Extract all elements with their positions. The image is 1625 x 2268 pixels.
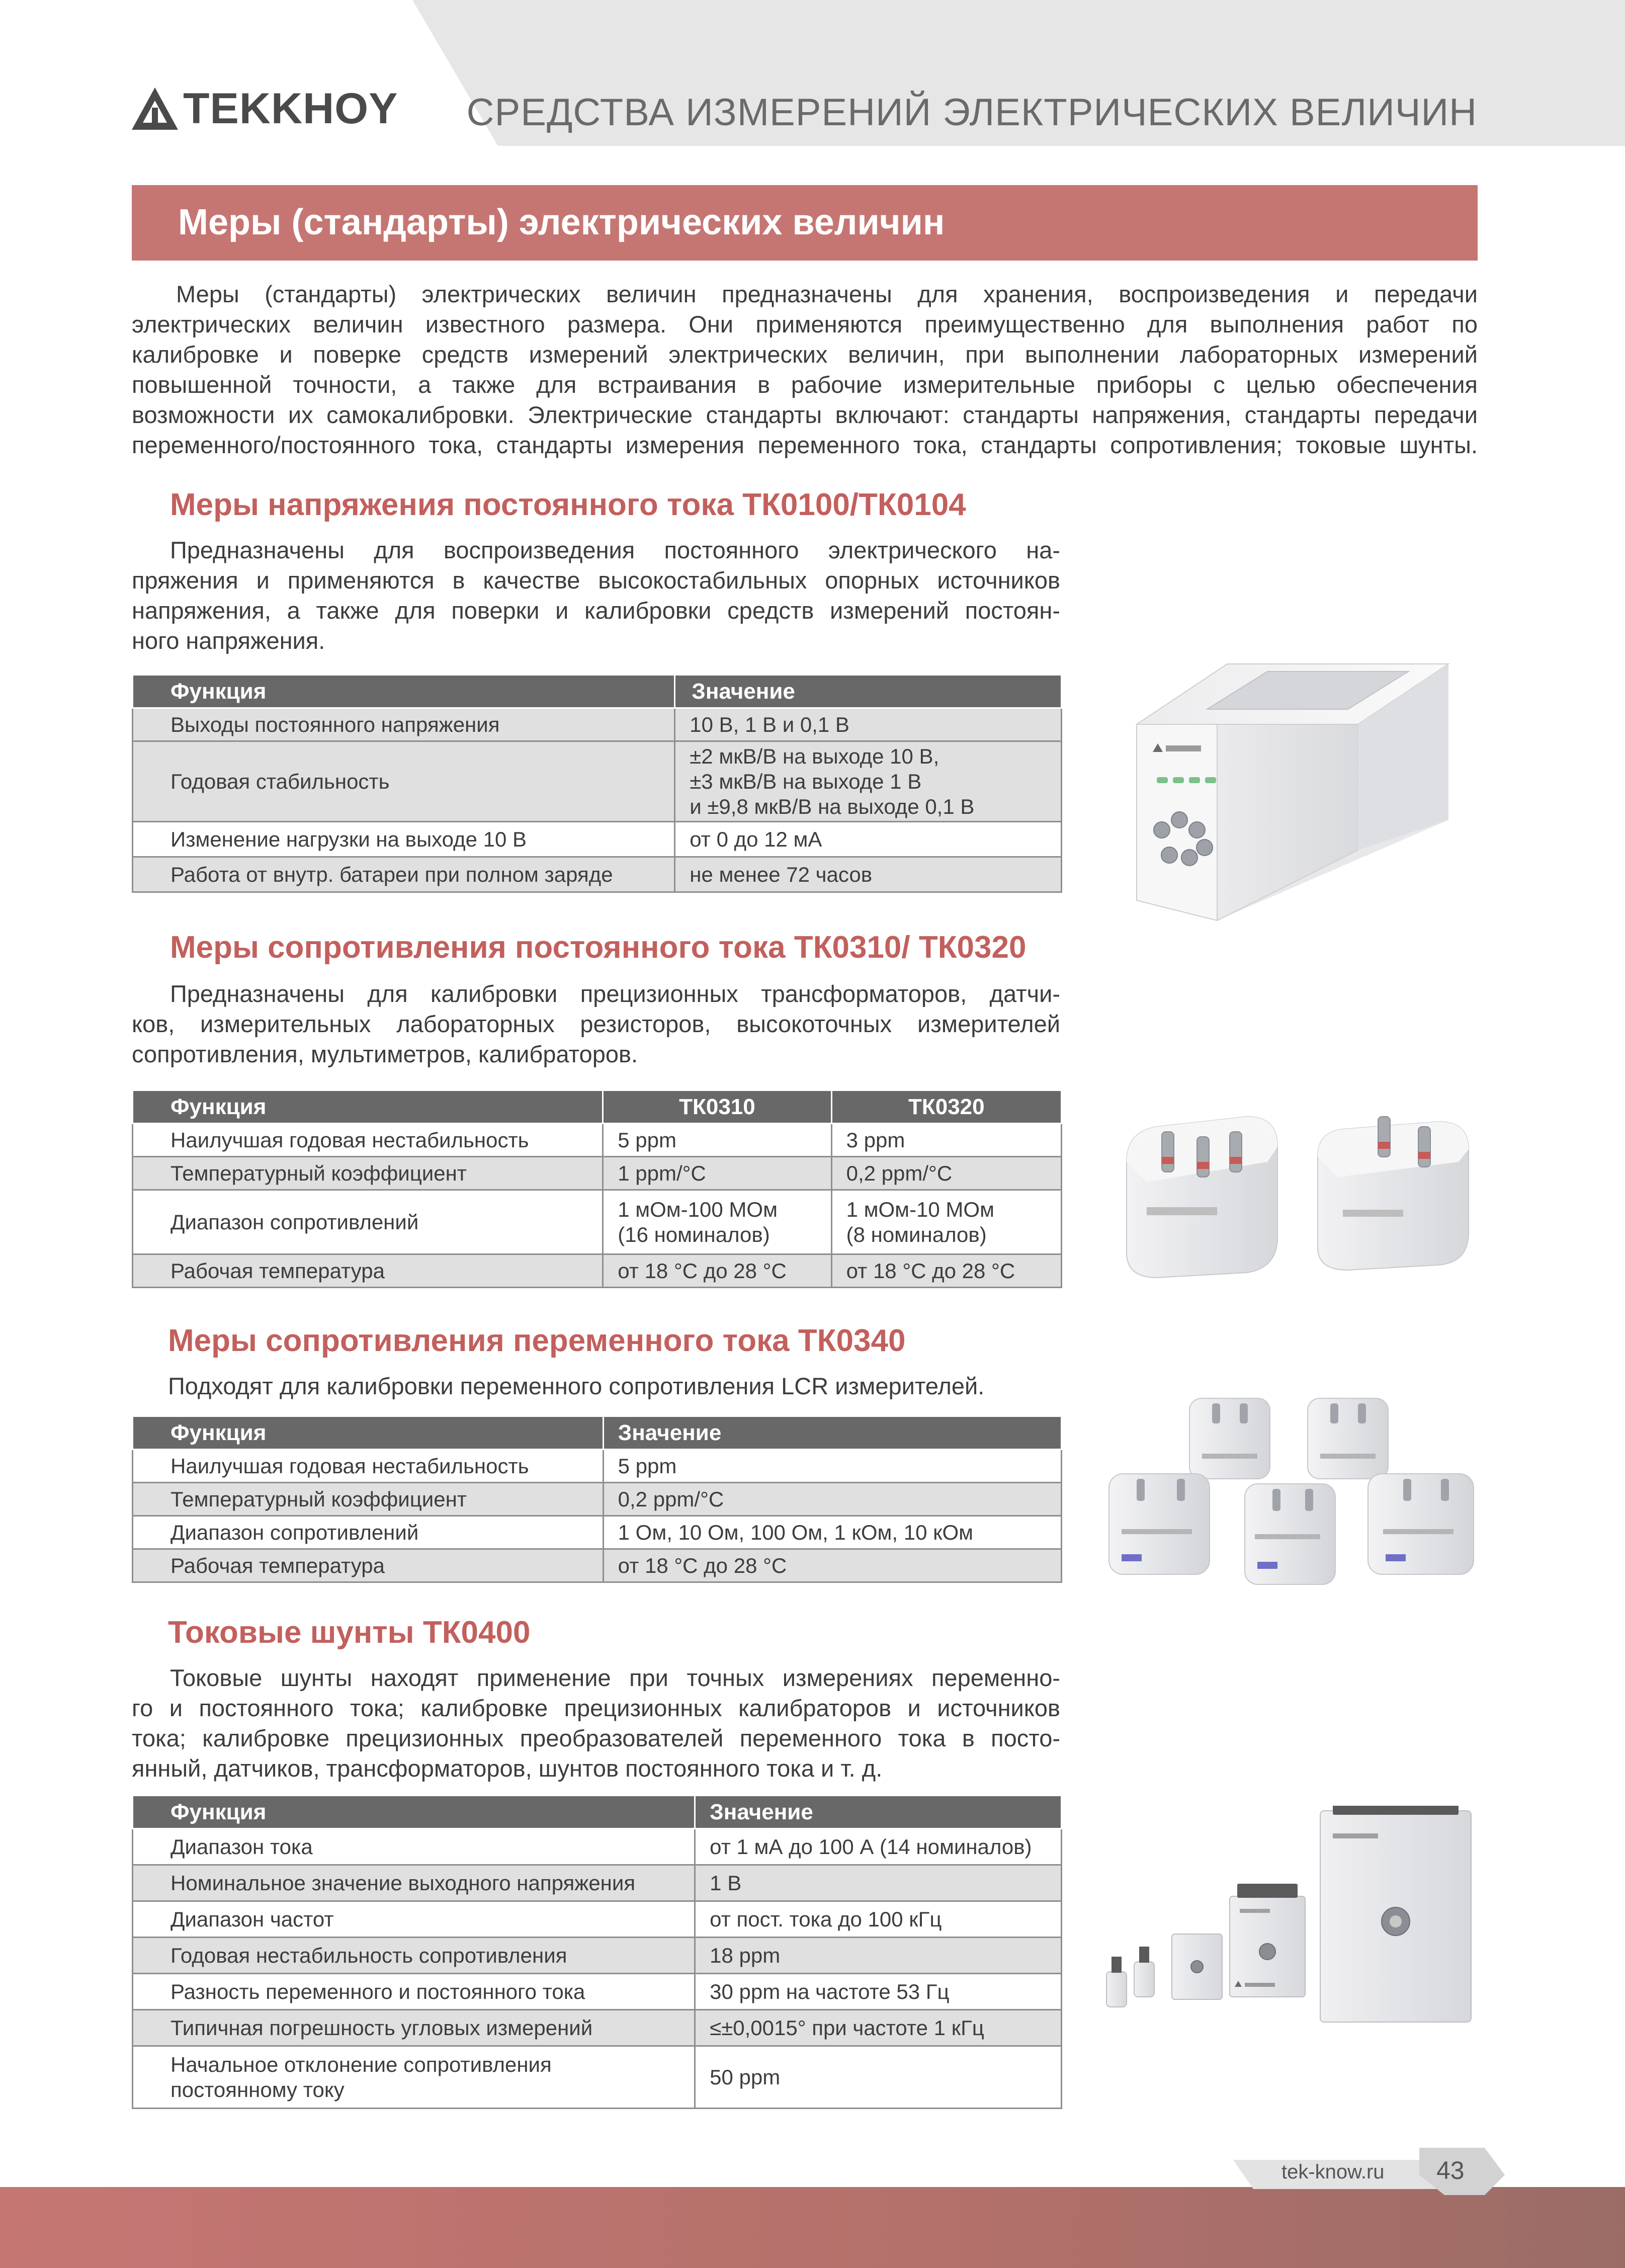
- footer-website[interactable]: tek-know.ru: [1281, 2161, 1385, 2183]
- table-cell: Работа от внутр. батареи при полном заряде: [133, 857, 675, 892]
- table-cell: [675, 741, 1062, 822]
- table-row: [133, 1901, 1062, 1938]
- table-header-cell: Функция: [133, 1416, 604, 1450]
- intro-paragraph: [132, 279, 1478, 460]
- section-heading-tk0310: Меры сопротивления постоянного тока ТК0310/ ТК0320: [170, 930, 1027, 965]
- cell-line: и ±9,8 мкВ/В на выходе 0,1 В: [690, 794, 975, 818]
- product-image-voltage-standard: [1127, 649, 1459, 931]
- table-cell: 0,2 ppm/°C: [603, 1483, 1061, 1516]
- product-image-current-shunts: [1096, 1806, 1479, 2027]
- intro-line: калибровке и поверке средств измерений электрических величин, при выполнении лабораторных измерений: [132, 341, 1478, 368]
- table-cell: Разность переменного и постоянного тока: [133, 1974, 695, 2010]
- table-cell: 30 ppm на частоте 53 Гц: [695, 1974, 1062, 2010]
- table-row: [133, 1974, 1062, 2010]
- table-row: [133, 1190, 1062, 1254]
- table-row: [133, 2046, 1062, 2109]
- table-cell: Диапазон сопротивлений: [133, 1516, 604, 1549]
- section-line: сопротивления, мультиметров, калибраторов.: [132, 1041, 638, 1067]
- spec-table-tk0100: [132, 674, 1062, 893]
- table-cell: Наилучшая годовая нестабильность: [133, 1450, 604, 1483]
- table-header-cell: Значение: [603, 1416, 1061, 1450]
- table-header-cell: Функция: [133, 1090, 603, 1124]
- section-line: пряжения и применяются в качестве высокостабильных опорных источников: [132, 567, 1060, 594]
- table-row: [133, 1483, 1062, 1516]
- section-line: янный, датчиков, трансформаторов, шунтов постоянного тока и т. д.: [132, 1755, 883, 1782]
- table-header-cell: Функция: [133, 675, 675, 708]
- section-title: СРЕДСТВА ИЗМЕРЕНИЙ ЭЛЕКТРИЧЕСКИХ ВЕЛИЧИН: [466, 91, 1477, 134]
- table-cell: Наилучшая годовая нестабильность: [133, 1124, 603, 1157]
- cell-line: (8 номиналов): [846, 1222, 987, 1246]
- table-cell: Рабочая температура: [133, 1254, 603, 1288]
- table-cell: от пост. тока до 100 кГц: [695, 1901, 1062, 1938]
- intro-line: Меры (стандарты) электрических величин предназначены для хранения, воспроизведения и передачи: [176, 281, 1478, 307]
- section-line: напряжения, а также для поверки и калибровки средств измерений постоян-: [132, 597, 1060, 624]
- section-line: го и постоянного тока; калибровке прецизионных калибраторов и источников: [132, 1695, 1060, 1721]
- section-line: Токовые шунты находят применение при точных измерениях переменно-: [170, 1664, 1060, 1691]
- section-line: Предназначены для воспроизведения постоянного электрического на-: [170, 537, 1060, 563]
- logo-text: TEKKHOY: [183, 84, 398, 133]
- section-heading-tk0400: Токовые шунты ТК0400: [168, 1615, 531, 1650]
- table-cell: Температурный коэффициент: [133, 1157, 603, 1190]
- company-logo: [132, 85, 398, 133]
- section-text-tk0100: [132, 535, 1060, 656]
- table-row: [133, 1516, 1062, 1549]
- table-cell: 18 ppm: [695, 1938, 1062, 1974]
- table-cell: 10 В, 1 В и 0,1 В: [675, 708, 1062, 741]
- section-text-tk0400: [132, 1663, 1060, 1784]
- product-image-ac-resistance-standards: [1106, 1388, 1479, 1600]
- table-header-cell: Значение: [675, 675, 1062, 708]
- logo-triangle-icon: [132, 88, 178, 130]
- table-cell: Годовая нестабильность сопротивления: [133, 1938, 695, 1974]
- spec-table-tk0340: [132, 1415, 1062, 1583]
- table-cell: 5 ppm: [603, 1124, 831, 1157]
- table-row: [133, 1254, 1062, 1288]
- table-header-cell: Функция: [133, 1796, 695, 1829]
- page-title: Меры (стандарты) электрических величин: [178, 202, 945, 242]
- intro-line: повышенной точности, а также для встраивания в рабочие измерительные приборы с целью обеспечения: [132, 371, 1478, 398]
- table-cell: Выходы постоянного напряжения: [133, 708, 675, 741]
- cell-line: Начальное отклонение сопротивления: [170, 2052, 552, 2076]
- intro-line: возможности их самокалибровки. Электрические стандарты включают: стандарты напряжения, стандарты передачи: [132, 401, 1478, 428]
- section-text-tk0310: [132, 979, 1060, 1069]
- spec-table-tk0400: [132, 1795, 1062, 2109]
- cell-line: 1 мОм-100 МОм: [618, 1197, 778, 1221]
- spec-table-tk0310: [132, 1089, 1062, 1288]
- cell-line: постоянному току: [170, 2077, 345, 2102]
- section-heading-tk0340: Меры сопротивления переменного тока ТК0340: [168, 1323, 906, 1358]
- table-row: [133, 741, 1062, 822]
- table-cell: Изменение нагрузки на выходе 10 В: [133, 822, 675, 857]
- cell-line: (16 номиналов): [618, 1222, 770, 1246]
- table-header-cell: ТК0310: [603, 1090, 831, 1124]
- cell-line: ±2 мкВ/В на выходе 10 В,: [690, 744, 939, 768]
- table-cell: 5 ppm: [603, 1450, 1061, 1483]
- table-cell: Температурный коэффициент: [133, 1483, 604, 1516]
- table-cell: [603, 1190, 831, 1254]
- table-cell: не менее 72 часов: [675, 857, 1062, 892]
- intro-line: переменного/постоянного тока, стандарты измерения переменного тока, стандарты сопротивления; токовые шунты.: [132, 432, 1478, 458]
- product-image-resistance-standards: [1117, 1102, 1489, 1288]
- table-row: [133, 1157, 1062, 1190]
- table-header-cell: Значение: [695, 1796, 1062, 1829]
- table-cell: от 0 до 12 мА: [675, 822, 1062, 857]
- table-row: [133, 1450, 1062, 1483]
- section-line: Предназначены для калибровки прецизионных трансформаторов, датчи-: [170, 980, 1060, 1007]
- intro-line: электрических величин известного размера. Они применяются преимущественно для выполнения работ по: [132, 311, 1478, 338]
- section-text-tk0340: [168, 1371, 1073, 1401]
- table-row: [133, 857, 1062, 892]
- table-cell: Номинальное значение выходного напряжения: [133, 1865, 695, 1901]
- table-cell: от 18 °C до 28 °C: [603, 1549, 1061, 1582]
- table-cell: 1 В: [695, 1865, 1062, 1901]
- table-cell: 3 ppm: [831, 1124, 1061, 1157]
- cell-line: 1 мОм-10 МОм: [846, 1197, 994, 1221]
- table-row: [133, 1865, 1062, 1901]
- page-number: 43: [1436, 2156, 1465, 2185]
- table-cell: [831, 1190, 1061, 1254]
- table-row: [133, 2010, 1062, 2046]
- title-banner: [132, 185, 1478, 261]
- section-line: ков, измерительных лабораторных резисторов, высокоточных измерителей: [132, 1011, 1060, 1037]
- table-cell: ≤±0,0015° при частоте 1 кГц: [695, 2010, 1062, 2046]
- table-cell: 0,2 ppm/°C: [831, 1157, 1061, 1190]
- footer-band: [0, 2187, 1625, 2268]
- table-cell: 50 ppm: [695, 2046, 1062, 2109]
- table-row: [133, 708, 1062, 741]
- table-cell: Типичная погрешность угловых измерений: [133, 2010, 695, 2046]
- table-cell: 1 ppm/°C: [603, 1157, 831, 1190]
- table-cell: Годовая стабильность: [133, 741, 675, 822]
- table-row: [133, 1938, 1062, 1974]
- section-line: Подходят для калибровки переменного сопротивления LCR измерителей.: [168, 1373, 985, 1399]
- table-cell: 1 Ом, 10 Ом, 100 Ом, 1 кОм, 10 кОм: [603, 1516, 1061, 1549]
- table-row: [133, 1829, 1062, 1865]
- table-cell: от 1 мА до 100 А (14 номиналов): [695, 1829, 1062, 1865]
- table-header-cell: ТК0320: [831, 1090, 1061, 1124]
- table-row: [133, 1124, 1062, 1157]
- table-cell: Рабочая температура: [133, 1549, 604, 1582]
- section-line: тока; калибровке прецизионных преобразователей переменного тока в посто-: [132, 1725, 1060, 1751]
- table-row: [133, 822, 1062, 857]
- table-cell: Диапазон тока: [133, 1829, 695, 1865]
- table-cell: Диапазон сопротивлений: [133, 1190, 603, 1254]
- table-cell: от 18 °C до 28 °C: [603, 1254, 831, 1288]
- table-cell: [133, 2046, 695, 2109]
- section-line: ного напряжения.: [132, 627, 325, 654]
- table-row: [133, 1549, 1062, 1582]
- table-cell: от 18 °C до 28 °C: [831, 1254, 1061, 1288]
- cell-line: ±3 мкВ/В на выходе 1 В: [690, 769, 922, 793]
- table-cell: Диапазон частот: [133, 1901, 695, 1938]
- section-heading-tk0100: Меры напряжения постоянного тока ТК0100/ТК0104: [170, 487, 966, 522]
